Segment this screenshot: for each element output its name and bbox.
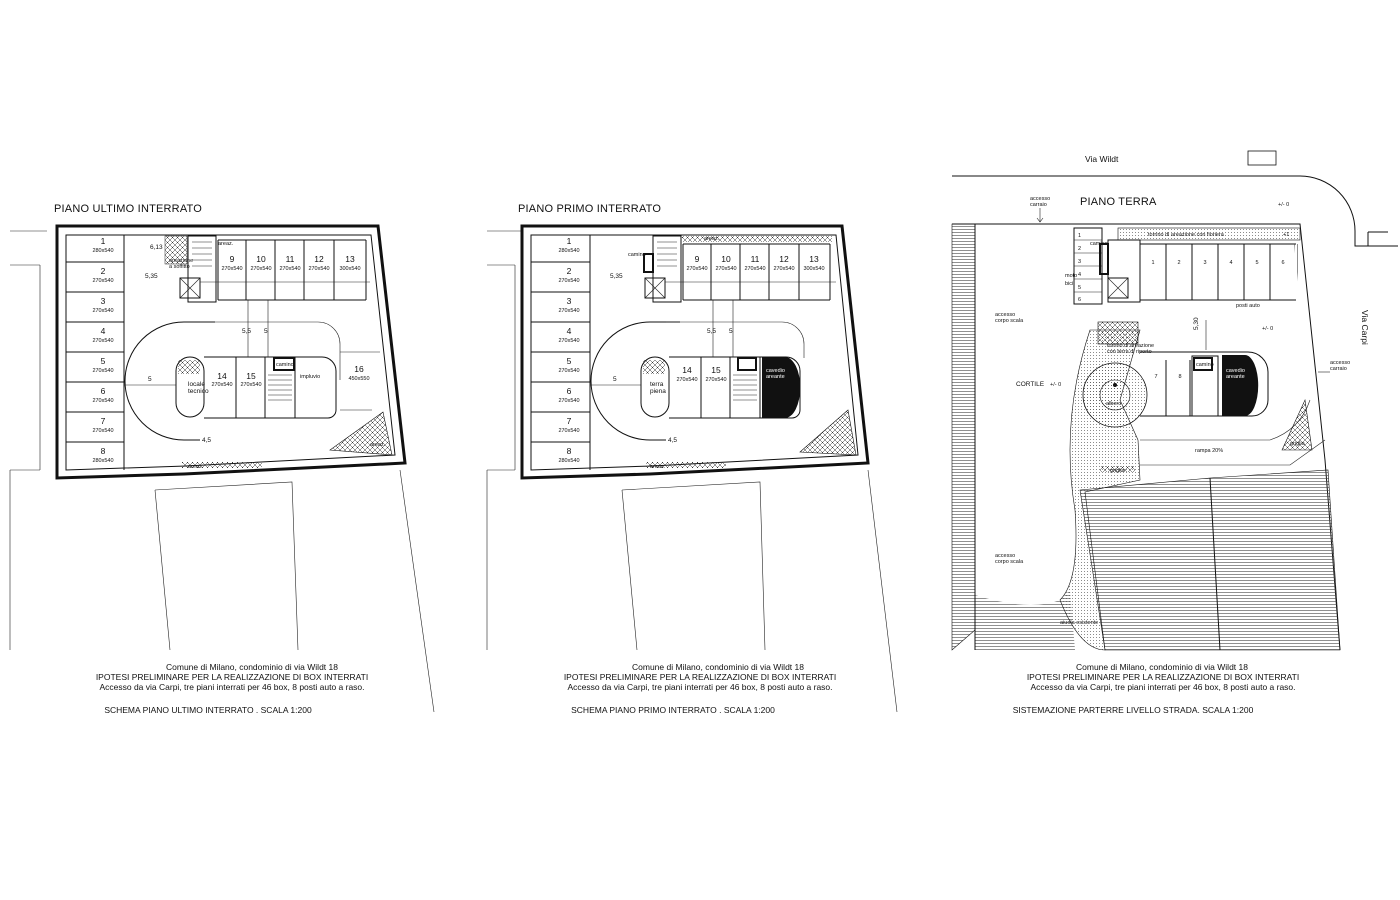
box-number: 3 — [566, 296, 572, 306]
parking-number: 8 — [1178, 374, 1182, 380]
box-size: 270x540 — [92, 338, 114, 344]
box-size: 270x540 — [250, 266, 272, 272]
level-label: +/- 0 — [1050, 382, 1062, 388]
parking-number: 1 — [1151, 260, 1155, 266]
plan-piano-terra — [952, 151, 1398, 715]
dimension-label: 5 — [613, 376, 617, 383]
box-size: 270x540 — [705, 377, 727, 383]
dimension-label: 4,5 — [668, 437, 678, 444]
label: aiuola esistente — [1060, 620, 1099, 626]
scheme-label: SISTEMAZIONE PARTERRE LIVELLO STRADA. SCALA 1:200 — [1012, 705, 1254, 715]
box-size: 270x540 — [221, 266, 243, 272]
label: cavedio — [1226, 368, 1245, 374]
parking-number: 2 — [1177, 260, 1181, 266]
dimension-label: 4,5 — [202, 437, 212, 444]
plan-piano-primo-interrato — [487, 203, 897, 715]
box-size: 270x540 — [558, 308, 580, 314]
label: camino — [1196, 362, 1214, 368]
chimney — [738, 358, 756, 370]
dimension-label: 5,5 — [242, 328, 252, 335]
box-size: 300x540 — [339, 266, 361, 272]
caption-line: IPOTESI PRELIMINARE PER LA REALIZZAZIONE DI BOX INTERRATI — [95, 672, 369, 682]
dimension-label: 5 — [729, 328, 733, 335]
box-number: 12 — [314, 254, 324, 264]
caption-block — [564, 662, 836, 715]
level-label: +/- 0 — [1278, 202, 1290, 208]
dimension-label: 6,13 — [150, 244, 163, 251]
box-number: 1 — [100, 236, 106, 246]
label: locale — [188, 381, 205, 388]
box-size: 280x540 — [92, 248, 114, 254]
stair-number: 5 — [1078, 285, 1082, 291]
ramp-edge — [666, 322, 804, 358]
box-number: 2 — [100, 266, 106, 276]
box-size: 280x540 — [558, 248, 580, 254]
label: albero — [1106, 401, 1122, 407]
box-number: 8 — [100, 446, 106, 456]
label: tecnico — [188, 388, 209, 395]
box-size: 270x540 — [558, 398, 580, 404]
box-number: 15 — [246, 371, 256, 381]
label: areante — [766, 374, 785, 380]
stair-treads — [733, 375, 757, 400]
ramp-roof-hatch — [1080, 470, 1340, 650]
stair-number: 4 — [1078, 272, 1082, 278]
neighbor-outline — [10, 231, 47, 650]
label: corpo scala — [995, 559, 1024, 565]
box-size: 270x540 — [279, 266, 301, 272]
caption-block — [96, 662, 368, 715]
dimension-label: 5,30 — [1193, 317, 1200, 330]
box-number: 2 — [566, 266, 572, 276]
edge-hatch — [1294, 244, 1300, 300]
label: a soffitto — [169, 264, 190, 270]
parking-number: 5 — [1255, 260, 1259, 266]
box-number: 15 — [711, 365, 721, 375]
level-label: +/- 0 — [1262, 326, 1274, 332]
box-number: 14 — [682, 365, 692, 375]
caption-line: Comune di Milano, condominio di via Wildt 18 — [1076, 662, 1248, 672]
stair-number: 2 — [1078, 246, 1082, 252]
label: accesso — [995, 312, 1016, 318]
label: areazione — [169, 258, 194, 264]
box-number: 14 — [217, 371, 227, 381]
label: areaz. — [650, 464, 666, 470]
box-number: 9 — [229, 254, 235, 264]
left-paving-hatch — [952, 224, 975, 650]
cavedio-areante-solid — [1222, 355, 1258, 416]
torrino-areazione-2 — [1098, 322, 1138, 344]
stair-number: 6 — [1078, 297, 1082, 303]
street-kiosk — [1248, 151, 1276, 165]
box-number: 11 — [750, 254, 760, 264]
parking-row — [1140, 244, 1296, 300]
scheme-label: SCHEMA PIANO ULTIMO INTERRATO . SCALA 1:200 — [104, 705, 312, 715]
caption-line: IPOTESI PRELIMINARE PER LA REALIZZAZIONE DI BOX INTERRATI — [1026, 672, 1300, 682]
box-number: 5 — [566, 356, 572, 366]
street-edge-corner — [1355, 232, 1398, 246]
box-number: 10 — [721, 254, 731, 264]
box-number: 3 — [100, 296, 106, 306]
stair-core — [645, 236, 681, 302]
box-size: 270x540 — [92, 368, 114, 374]
parking-number: 3 — [1203, 260, 1207, 266]
plan-title: PIANO TERRA — [1080, 196, 1157, 208]
label: camino — [628, 252, 646, 258]
box-size: 270x540 — [92, 278, 114, 284]
caption-line: Comune di Milano, condominio di via Wildt 18 — [632, 662, 804, 672]
box-number: 4 — [566, 326, 572, 336]
label: terra — [650, 381, 664, 388]
box-size: 270x540 — [92, 398, 114, 404]
label: torrino di areazione — [1107, 343, 1155, 349]
box-size: 270x540 — [715, 266, 737, 272]
box-size: 270x540 — [744, 266, 766, 272]
label: areaz. — [218, 241, 234, 247]
label: moto — [1065, 273, 1078, 279]
dimension-label: 5 — [264, 328, 268, 335]
label: camino — [276, 362, 294, 368]
caption-line: Accesso da via Carpi, tre piani interrati per 46 box, 8 posti auto a raso. — [1030, 682, 1296, 692]
label: impluvio — [300, 374, 321, 380]
box-number: 8 — [566, 446, 572, 456]
label: griglia — [1290, 441, 1305, 447]
label: con terra di riporto — [1107, 349, 1152, 355]
box-number: 10 — [256, 254, 266, 264]
label: accesso — [1330, 360, 1351, 366]
dimension-label: 5,35 — [610, 273, 623, 280]
label: corpo scala — [995, 318, 1024, 324]
box-size: 270x540 — [558, 428, 580, 434]
box-size: 270x540 — [686, 266, 708, 272]
label: griglia — [1110, 468, 1125, 474]
label: accesso — [995, 553, 1016, 559]
chimney — [1100, 244, 1108, 274]
label: posti auto — [1236, 303, 1260, 309]
tree-icon — [1113, 383, 1117, 387]
box-number: 9 — [694, 254, 700, 264]
box-size: 270x540 — [92, 308, 114, 314]
box-size: 280x540 — [558, 458, 580, 464]
box-number: 7 — [566, 416, 572, 426]
label: areante — [1226, 374, 1245, 380]
stair-treads — [268, 375, 292, 400]
box-number: 13 — [345, 254, 355, 264]
ramp-corner-hatch — [330, 412, 392, 455]
street-label: Via Wildt — [1085, 154, 1119, 164]
parking-number: 6 — [1281, 260, 1285, 266]
box-size: 270x540 — [773, 266, 795, 272]
box-size: 450x550 — [348, 376, 370, 382]
box-number: 6 — [100, 386, 106, 396]
access-arrow-icon — [1037, 208, 1043, 222]
caption-block — [1013, 662, 1299, 715]
top-box-row — [683, 244, 830, 300]
caption-line: Accesso da via Carpi, tre piani interrati per 46 box, 8 posti auto a raso. — [567, 682, 833, 692]
caption-line: Accesso da via Carpi, tre piani interrati per 46 box, 8 posti auto a raso. — [99, 682, 365, 692]
parking-number: 7 — [1154, 374, 1158, 380]
box-size: 270x540 — [92, 428, 114, 434]
box-size: 270x540 — [558, 278, 580, 284]
plan-title: PIANO PRIMO INTERRATO — [518, 203, 662, 215]
box-number: 5 — [100, 356, 106, 366]
label: bici — [1065, 281, 1074, 287]
stair-core — [1108, 240, 1140, 302]
box-number: 16 — [354, 364, 364, 374]
left-box-column — [531, 235, 590, 470]
street-label: Via Carpi — [1360, 310, 1370, 345]
cavedio-areante-solid — [762, 357, 800, 418]
box-size: 280x540 — [92, 458, 114, 464]
plan-piano-ultimo-interrato — [10, 203, 434, 715]
box-size: 300x540 — [803, 266, 825, 272]
box-number: 13 — [809, 254, 819, 264]
caption-line: Comune di Milano, condominio di via Wildt 18 — [166, 662, 338, 672]
top-box-row — [218, 240, 366, 300]
lift-cross — [1108, 278, 1128, 298]
air-shaft-hatch — [643, 360, 665, 374]
left-box-column — [66, 235, 124, 470]
label: camino — [1090, 241, 1108, 247]
label: areaz. — [370, 442, 386, 448]
scheme-label: SCHEMA PIANO PRIMO INTERRATO . SCALA 1:200 — [571, 705, 775, 715]
label: carraio — [1030, 202, 1047, 208]
center-box-dividers — [701, 357, 760, 418]
parking-number: 4 — [1229, 260, 1233, 266]
label: carraio — [1330, 366, 1347, 372]
label: rampa 20% — [1195, 448, 1224, 454]
box-size: 270x540 — [240, 382, 262, 388]
box-number: 11 — [285, 254, 295, 264]
caption-line: IPOTESI PRELIMINARE PER LA REALIZZAZIONE DI BOX INTERRATI — [563, 672, 837, 682]
box-number: 1 — [566, 236, 572, 246]
box-number: 4 — [100, 326, 106, 336]
label: accesso — [1030, 196, 1051, 202]
box-size: 270x540 — [211, 382, 233, 388]
label: piena — [650, 388, 666, 395]
tree-canopy — [1083, 363, 1147, 427]
label: +1 — [1283, 232, 1290, 238]
box-size: 270x540 — [676, 377, 698, 383]
label: CORTILE — [1016, 381, 1045, 388]
plan-title: PIANO ULTIMO INTERRATO — [54, 203, 203, 215]
dimension-label: 5,5 — [707, 328, 717, 335]
box-size: 270x540 — [558, 368, 580, 374]
label: cavedio — [766, 368, 785, 374]
box-number: 12 — [779, 254, 789, 264]
ramp-outer-curve — [591, 322, 680, 440]
label: areaz. — [704, 236, 720, 242]
stair-number: 1 — [1078, 233, 1082, 239]
lower-space-dividers — [1166, 360, 1190, 416]
box-number: 6 — [566, 386, 572, 396]
stair-number: 3 — [1078, 259, 1082, 265]
box-size: 270x540 — [308, 266, 330, 272]
dimension-label: 5 — [148, 376, 152, 383]
label: areaz. — [188, 464, 204, 470]
neighbor-outline — [487, 231, 522, 650]
box-number: 7 — [100, 416, 106, 426]
dimension-label: 5,35 — [145, 273, 158, 280]
ramp-corner-hatch — [800, 410, 856, 455]
label: torrino di areazione con fioriera — [1148, 232, 1224, 238]
air-shaft-hatch — [178, 360, 200, 374]
box-size: 270x540 — [558, 338, 580, 344]
